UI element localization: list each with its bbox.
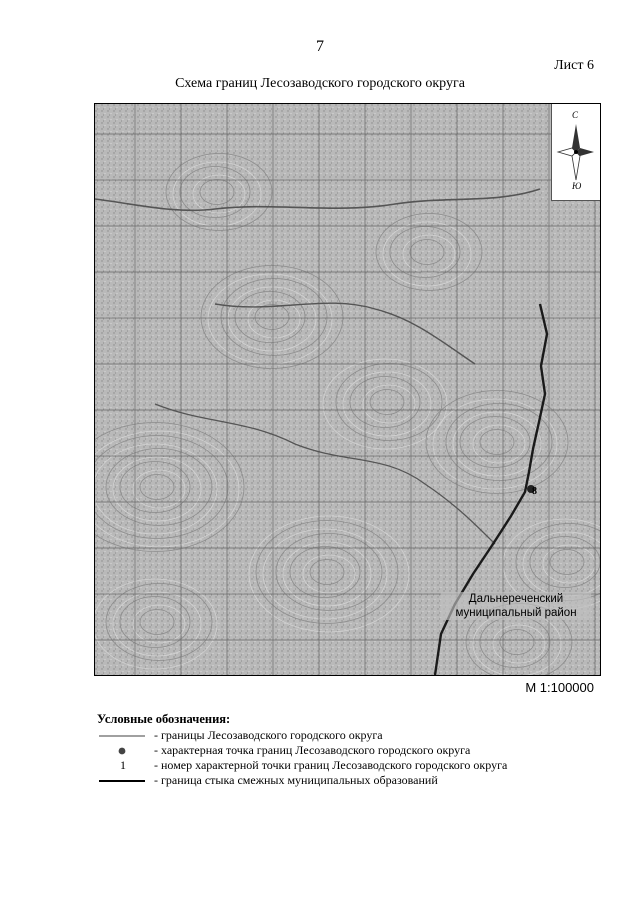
legend-item-text: - граница стыка смежных муниципальных образований — [154, 773, 438, 787]
number-1-icon — [97, 758, 149, 773]
legend-item — [97, 743, 597, 758]
thick-line-icon — [97, 773, 149, 788]
legend-item — [97, 773, 597, 788]
compass-rose — [551, 104, 600, 201]
legend-item-text: - характерная точка границ Лесозаводского городского округа — [154, 743, 471, 757]
topographic-map — [94, 103, 601, 676]
boundary-point-number: 8 — [532, 486, 537, 497]
legend-title: Условные обозначения: — [97, 712, 231, 726]
compass-north-label: С — [572, 110, 579, 120]
map-terrain — [95, 104, 600, 675]
compass-south-label: Ю — [572, 181, 582, 191]
legend-item-text: - границы Лесозаводского городского округа — [154, 728, 383, 742]
sheet-label: Лист 6 — [554, 58, 594, 73]
page-number: 7 — [316, 38, 324, 55]
legend — [97, 712, 597, 788]
dot-icon — [97, 743, 149, 758]
map-scale: М 1:100000 — [525, 680, 594, 695]
legend-item — [97, 728, 597, 743]
legend-item-text: - номер характерной точки границ Лесозаводского городского округа — [154, 758, 508, 772]
thin-line-icon — [97, 728, 149, 743]
map-title: Схема границ Лесозаводского городского округа — [175, 76, 465, 91]
neighbor-region-label: Дальнереченский муниципальный район — [441, 592, 591, 620]
legend-item — [97, 758, 597, 773]
legend-number-symbol: 1 — [120, 758, 126, 772]
